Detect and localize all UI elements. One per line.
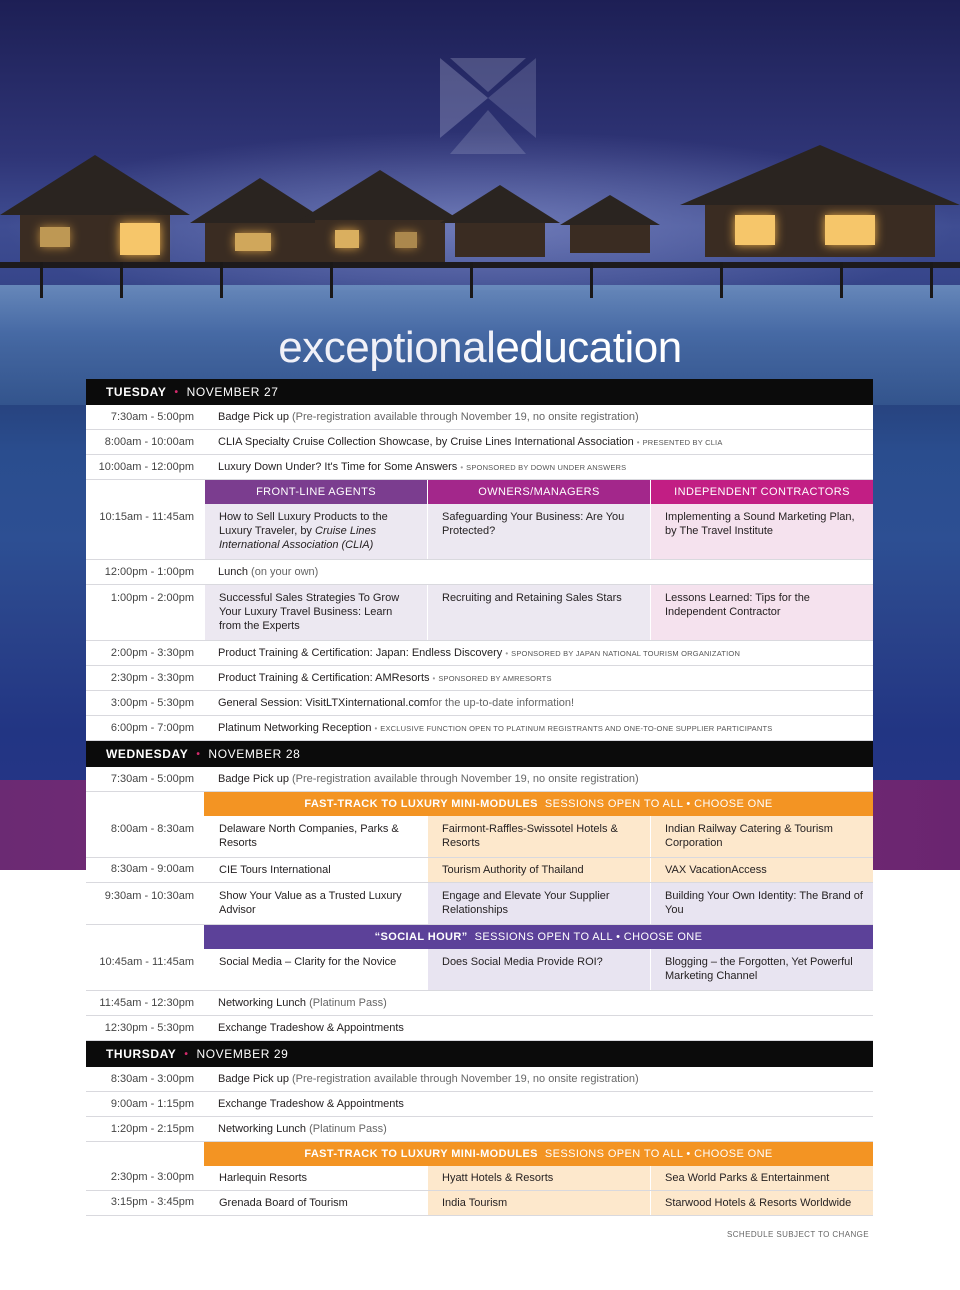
session-title: Badge Pick up <box>218 411 289 423</box>
session-time: 3:00pm - 5:30pm <box>110 697 194 709</box>
session-desc <box>204 691 873 715</box>
session-time: 9:30am - 10:30am <box>104 890 194 902</box>
session-title: Networking Lunch <box>218 1123 307 1135</box>
session-time: 9:00am - 1:15pm <box>110 1098 194 1110</box>
schedule-row <box>86 858 873 883</box>
session-time: 10:15am - 11:45am <box>99 511 194 523</box>
sponsor-note: SPONSORED BY JAPAN NATIONAL TOURISM ORGANIZATION <box>511 648 741 658</box>
banner-subtitle: SESSIONS OPEN TO ALL • CHOOSE ONE <box>544 798 773 810</box>
day-header-thursday <box>86 1041 873 1067</box>
session-desc: Luxury Down Under? It's Time for Some Answers • SPONSORED BY DOWN UNDER ANSWERS <box>218 461 627 473</box>
session-title: Lunch <box>218 566 248 578</box>
session-title: Product Training & Certification: Japan: Endless Discovery <box>218 647 503 659</box>
schedule-row <box>86 949 873 991</box>
session-note: (Pre-registration available through November 19, no onsite registration) <box>292 773 639 785</box>
session-cell: Lessons Learned: Tips for the Independent Contractor <box>651 585 873 640</box>
sponsor-note: PRESENTED BY CLIA <box>642 437 723 447</box>
banner-subtitle: SESSIONS OPEN TO ALL • CHOOSE ONE <box>474 931 703 943</box>
session-cell: Show Your Value as a Trusted Luxury Advisor <box>219 890 402 916</box>
website-link[interactable]: LTXinternational.com <box>326 697 430 709</box>
session-time: 2:30pm - 3:00pm <box>110 1171 194 1183</box>
session-desc <box>204 1092 873 1116</box>
session-time: 8:00am - 10:00am <box>104 436 194 448</box>
bungalow <box>560 195 660 253</box>
session-cell: Harlequin Resorts <box>219 1172 308 1184</box>
session-cell: Implementing a Sound Marketing Plan, by The Travel Institute <box>651 504 873 559</box>
session-time: 2:30pm - 3:30pm <box>110 672 194 684</box>
schedule-row <box>86 691 873 716</box>
session-title: CLIA Specialty Cruise Collection Showcase, by Cruise Lines International Association <box>218 436 634 448</box>
day-date: NOVEMBER 27 <box>186 385 279 399</box>
session-title: Exchange Tradeshow & Appointments <box>218 1098 404 1110</box>
session-cell: India Tourism <box>428 1191 650 1215</box>
session-time: 10:00am - 12:00pm <box>98 461 194 473</box>
session-time: 7:30am - 5:00pm <box>110 773 194 785</box>
session-note: (Platinum Pass) <box>309 997 387 1009</box>
bungalow <box>440 185 560 257</box>
bullet-icon: • <box>184 1048 189 1060</box>
session-time: 8:30am - 3:00pm <box>110 1073 194 1085</box>
sponsor-note: EXCLUSIVE FUNCTION OPEN TO PLATINUM REGISTRANTS AND ONE-TO-ONE SUPPLIER PARTICIPANTS <box>380 723 773 733</box>
session-cell: Recruiting and Retaining Sales Stars <box>428 585 650 640</box>
schedule-row <box>86 1016 873 1041</box>
day-name: THURSDAY <box>106 1047 177 1061</box>
session-desc <box>204 767 873 791</box>
session-title: Platinum Networking Reception <box>218 722 372 734</box>
day-date: NOVEMBER 28 <box>208 747 301 761</box>
session-cell: Building Your Own Identity: The Brand of You <box>651 883 873 924</box>
session-time: 10:45am - 11:45am <box>99 956 194 968</box>
schedule-row <box>86 560 873 585</box>
bungalow <box>680 145 960 257</box>
footnote: SCHEDULE SUBJECT TO CHANGE <box>727 1230 869 1239</box>
session-title: Badge Pick up <box>218 1073 289 1085</box>
session-cell: Safeguarding Your Business: Are You Protected? <box>428 504 650 559</box>
session-title: General Session: Visit <box>218 697 327 709</box>
schedule-row <box>86 767 873 792</box>
session-note: (Pre-registration available through November 19, no onsite registration) <box>292 411 639 423</box>
session-desc <box>204 1016 873 1040</box>
schedule-row <box>86 641 873 666</box>
day-date: NOVEMBER 29 <box>196 1047 289 1061</box>
banner-subtitle: SESSIONS OPEN TO ALL • CHOOSE ONE <box>544 1148 773 1160</box>
session-time: 3:15pm - 3:45pm <box>110 1196 194 1208</box>
track-front-line-agents: FRONT-LINE AGENTS <box>205 480 427 504</box>
session-title: Networking Lunch <box>218 997 307 1009</box>
session-note: (Pre-registration available through November 19, no onsite registration) <box>292 1073 639 1085</box>
banner-title: “SOCIAL HOUR” <box>374 931 468 943</box>
session-cell: Sea World Parks & Entertainment <box>651 1166 873 1190</box>
banner-title: FAST-TRACK TO LUXURY MINI-MODULES <box>304 1148 538 1160</box>
session-title: Product Training & Certification: AMResorts <box>218 672 430 684</box>
session-desc <box>204 1117 873 1141</box>
session-title: Badge Pick up <box>218 773 289 785</box>
track-independent-contractors: INDEPENDENT CONTRACTORS <box>651 480 873 504</box>
schedule-row <box>86 504 873 560</box>
session-title: How to Sell Luxury Products to the Luxury Traveler, by <box>219 511 388 537</box>
day-header-wednesday <box>86 741 873 767</box>
day-name: TUESDAY <box>106 385 167 399</box>
session-desc: Product Training & Certification: AMResorts • SPONSORED BY AMRESORTS <box>218 672 552 684</box>
session-title: Exchange Tradeshow & Appointments <box>218 1022 404 1034</box>
schedule-row <box>86 1166 873 1191</box>
schedule-row <box>86 883 873 925</box>
schedule-row <box>86 405 873 430</box>
pier-walkway <box>0 262 960 268</box>
session-note: for the up-to-date information! <box>429 697 575 709</box>
session-desc: CLIA Specialty Cruise Collection Showcase, by Cruise Lines International Association • PRESENTED BY CLIA <box>218 436 723 448</box>
day-name: WEDNESDAY <box>106 747 189 761</box>
schedule-row <box>86 1092 873 1117</box>
brand-logo-icon <box>440 58 536 154</box>
session-cell: Blogging – the Forgotten, Yet Powerful Marketing Channel <box>651 949 873 990</box>
session-time: 7:30am - 5:00pm <box>110 411 194 423</box>
schedule-row <box>86 716 873 741</box>
session-cell: Social Media – Clarity for the Novice <box>219 956 397 968</box>
schedule-row <box>86 666 873 691</box>
session-cell: Engage and Elevate Your Supplier Relationships <box>428 883 650 924</box>
session-presenter: Cruise Lines International Association (CLIA) <box>219 525 377 551</box>
bungalow <box>300 170 460 262</box>
session-time: 11:45am - 12:30pm <box>99 997 194 1009</box>
session-cell: Starwood Hotels & Resorts Worldwide <box>651 1191 873 1215</box>
session-cell: Fairmont-Raffles-Swissotel Hotels & Resorts <box>428 816 650 857</box>
session-desc <box>204 991 873 1015</box>
session-desc: Platinum Networking Reception • EXCLUSIVE FUNCTION OPEN TO PLATINUM REGISTRANTS AND ONE-TO-ONE SUPPLIER PARTICIPANTS <box>218 722 773 734</box>
session-desc <box>204 560 873 584</box>
session-desc: Product Training & Certification: Japan: Endless Discovery • SPONSORED BY JAPAN NATIONAL TOURISM ORGANIZATION <box>218 647 741 659</box>
schedule-row <box>86 455 873 480</box>
schedule-table <box>86 379 873 1216</box>
session-cell: Does Social Media Provide ROI? <box>428 949 650 990</box>
session-desc <box>204 1067 873 1091</box>
session-cell <box>205 504 427 559</box>
schedule-row <box>86 1067 873 1092</box>
session-note: (Platinum Pass) <box>309 1123 387 1135</box>
session-cell: Successful Sales Strategies To Grow Your Luxury Travel Business: Learn from the Experts <box>205 585 427 640</box>
page-title <box>0 322 960 374</box>
session-cell: Tourism Authority of Thailand <box>428 858 650 882</box>
session-time: 8:00am - 8:30am <box>110 823 194 835</box>
session-note: (on your own) <box>251 566 319 578</box>
schedule-row <box>86 430 873 455</box>
title-light: exceptional <box>278 323 496 372</box>
session-title: Luxury Down Under? It's Time for Some Answers <box>218 461 458 473</box>
session-time: 8:30am - 9:00am <box>110 863 194 875</box>
track-owners-managers: OWNERS/MANAGERS <box>428 480 650 504</box>
banner-title: FAST-TRACK TO LUXURY MINI-MODULES <box>304 798 538 810</box>
session-cell: Delaware North Companies, Parks & Resorts <box>219 823 399 849</box>
schedule-row <box>86 816 873 858</box>
day-header-tuesday <box>86 379 873 405</box>
session-time: 1:00pm - 2:00pm <box>110 592 194 604</box>
schedule-row <box>86 1117 873 1142</box>
session-time: 2:00pm - 3:30pm <box>110 647 194 659</box>
bungalow <box>0 155 190 263</box>
sponsor-note: SPONSORED BY DOWN UNDER ANSWERS <box>466 462 627 472</box>
session-time: 12:00pm - 1:00pm <box>104 566 194 578</box>
social-hour-banner <box>86 925 873 949</box>
sponsor-note: SPONSORED BY AMRESORTS <box>438 673 552 683</box>
session-time: 6:00pm - 7:00pm <box>110 722 194 734</box>
bullet-icon: • <box>174 386 179 398</box>
mini-modules-banner <box>86 1142 873 1166</box>
session-time: 1:20pm - 2:15pm <box>110 1123 194 1135</box>
schedule-row <box>86 585 873 641</box>
track-header <box>86 480 873 504</box>
title-bold: education <box>495 323 682 372</box>
session-cell: VAX VacationAccess <box>651 858 873 882</box>
bullet-icon: • <box>196 748 201 760</box>
session-cell: CIE Tours International <box>219 864 331 876</box>
schedule-row <box>86 991 873 1016</box>
session-desc <box>204 405 873 429</box>
session-cell: Hyatt Hotels & Resorts <box>428 1166 650 1190</box>
session-time: 12:30pm - 5:30pm <box>104 1022 194 1034</box>
session-cell: Grenada Board of Tourism <box>219 1197 348 1209</box>
schedule-row <box>86 1191 873 1216</box>
session-cell: Indian Railway Catering & Tourism Corporation <box>651 816 873 857</box>
mini-modules-banner <box>86 792 873 816</box>
